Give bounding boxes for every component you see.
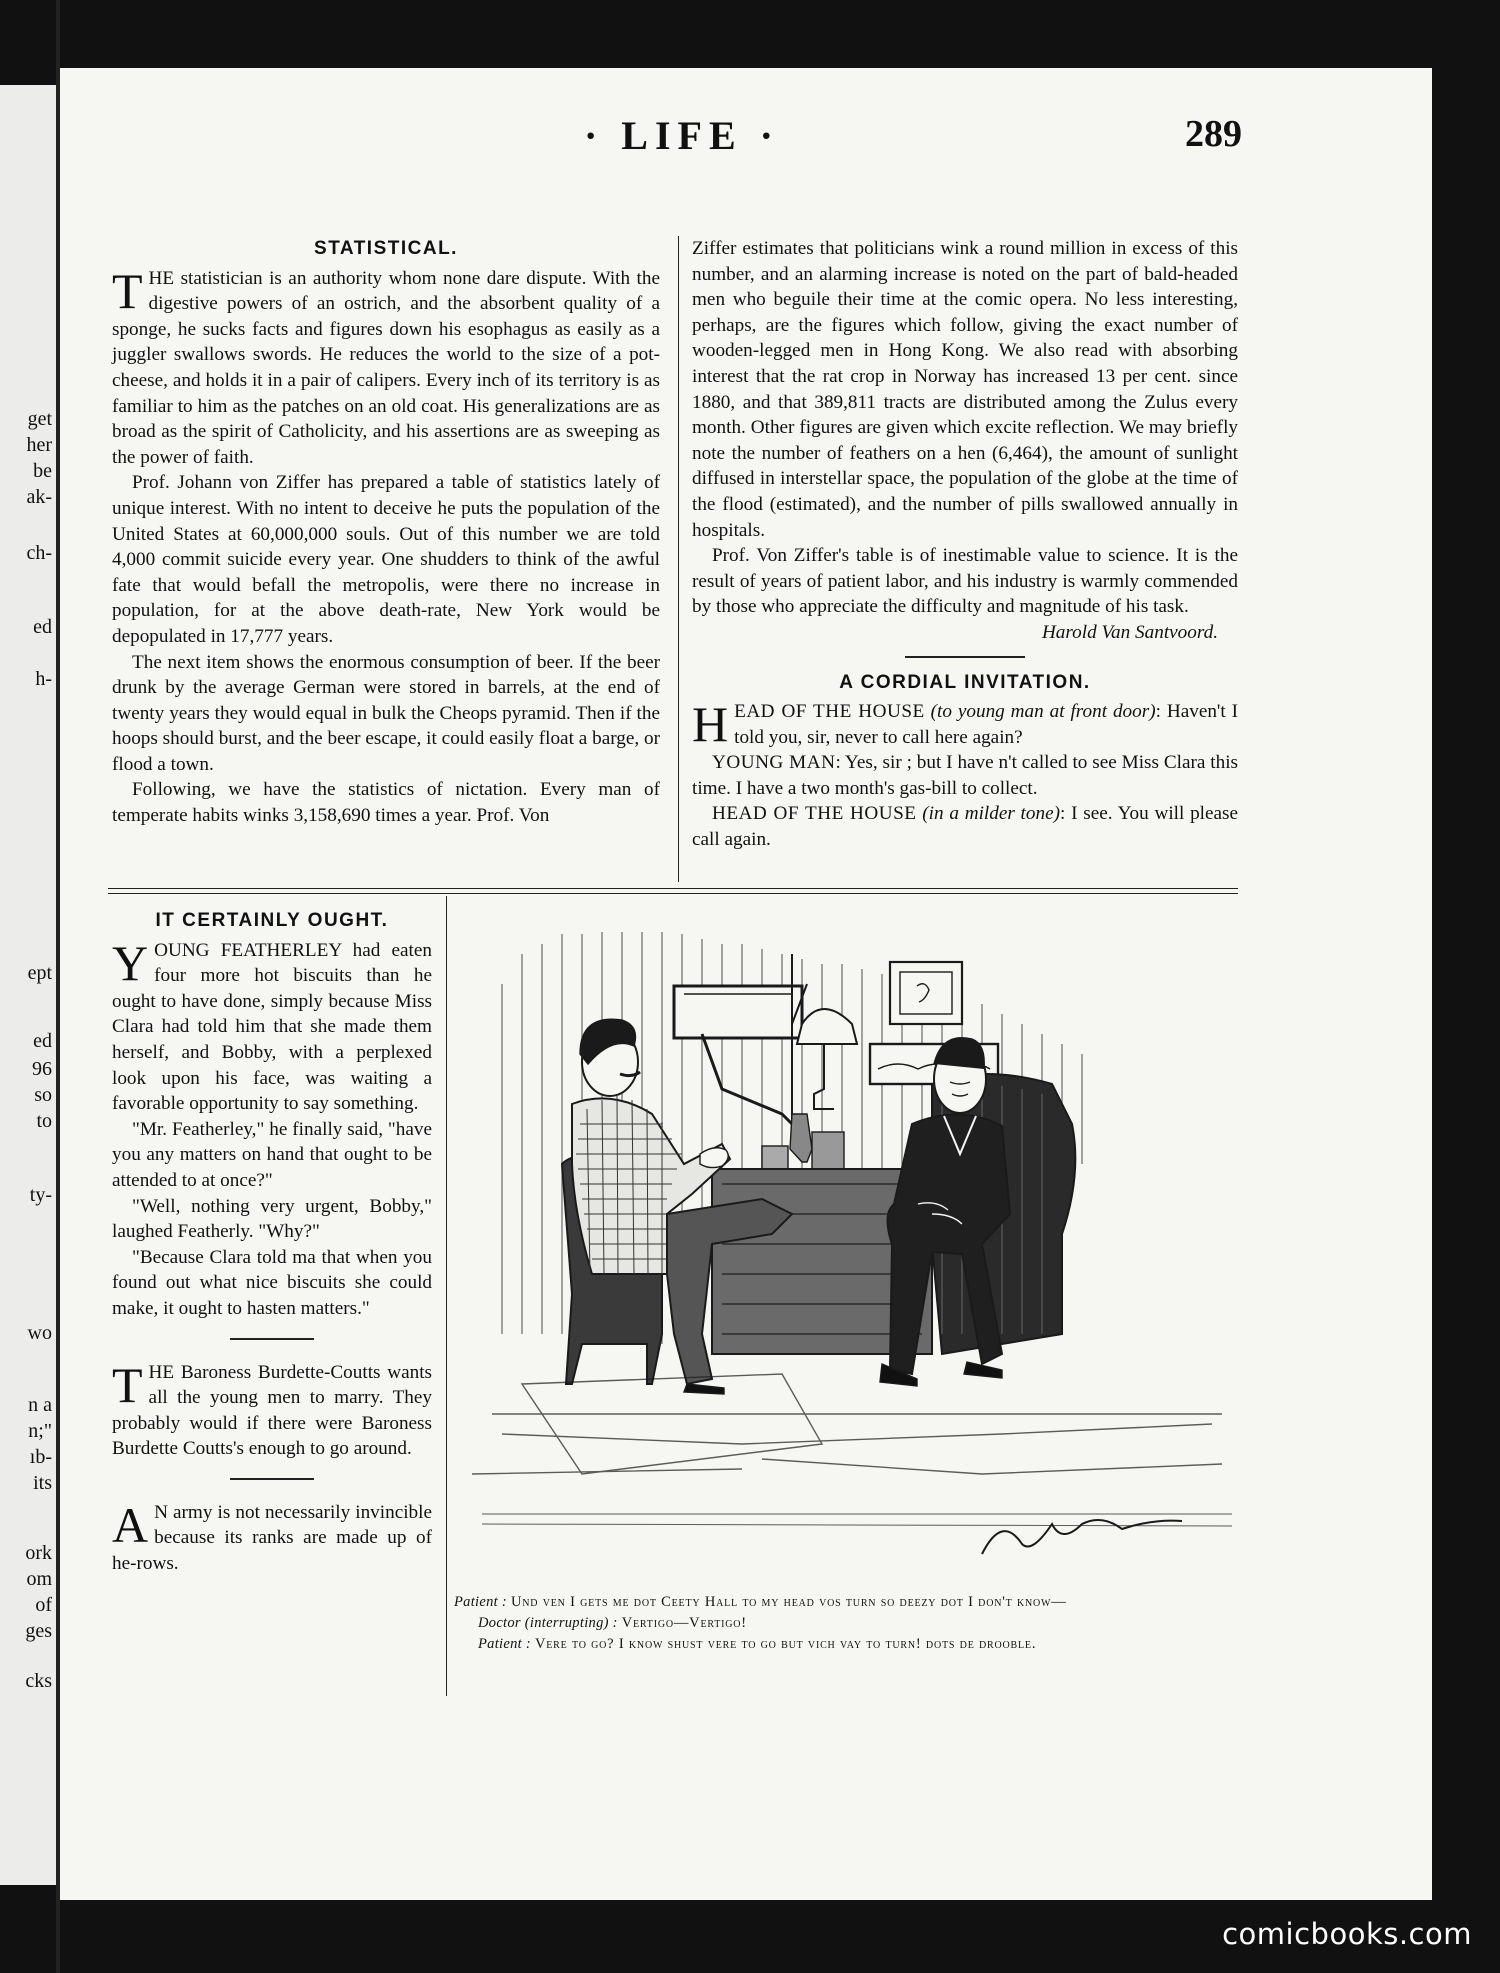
previous-page-text-fragment: of	[35, 1594, 52, 1616]
cartoon-illustration	[462, 914, 1242, 1594]
section-divider-top	[108, 888, 1238, 889]
previous-page-text-fragment: wo	[27, 1322, 52, 1344]
column-divider-lower	[446, 896, 447, 1696]
statistical-paragraph-6	[692, 543, 1238, 643]
lamp-shade	[797, 1009, 857, 1044]
caption-speaker: Patient :	[454, 1594, 508, 1610]
previous-page-text-fragment: 96	[32, 1058, 52, 1080]
statistical-paragraph-1	[112, 262, 660, 471]
baroness-paragraph	[112, 1356, 432, 1462]
caption-line-2	[454, 1613, 1246, 1634]
previous-page-text-fragment: om	[26, 1568, 52, 1590]
previous-page-text-fragment: ork	[25, 1542, 52, 1564]
previous-page-text-fragment: its	[33, 1472, 52, 1494]
watermark: comicbooks.com	[1222, 1917, 1472, 1951]
article-heading-statistical: STATISTICAL.	[314, 238, 458, 259]
magazine-title: · LIFE ·	[583, 113, 781, 158]
page-header	[512, 112, 1242, 162]
paragraph-text: OUNG FEATHERLEY had eaten four more hot biscuits than he ought to have done, simply because Miss Clara had told him that she made them herself, and Bobby, with a perplexed look upon his face, was waiting a favorable opportunity to say something.	[112, 939, 432, 1115]
stage-direction: (to young man at front door)	[930, 701, 1156, 723]
article-heading-cordial: A CORDIAL INVITATION.	[839, 671, 1091, 693]
section-rule	[230, 1478, 314, 1480]
caption-speaker: Doctor (interrupting) :	[478, 1615, 618, 1631]
ought-paragraph-1	[112, 934, 432, 1117]
cordial-line-2	[692, 750, 1238, 801]
dialogue: : Yes, sir ; but I have n't called to see Miss Clara this time. I have a two month's gas-bill to collect.	[692, 752, 1238, 799]
previous-page-edge	[0, 85, 56, 1885]
statistical-column-2	[692, 236, 1238, 853]
previous-page-text-fragment: cks	[25, 1670, 52, 1692]
previous-page-text-fragment: her	[26, 434, 52, 456]
statistical-paragraph-3: The next item shows the enormous consumption of beer. If the beer drunk by the average German were stored in barrels, at the end of twenty years they would equal in bulk the Cheops pyramid. Then if the hoops should burst, and the beer escape, it could easily float a barge, or flood a town.	[112, 651, 660, 775]
previous-page-text-fragment: ıb-	[29, 1446, 52, 1468]
lower-left-column	[112, 908, 432, 1577]
dialogue: : I see. You will please call again.	[692, 803, 1239, 851]
cordial-line-1	[692, 696, 1239, 753]
statistical-paragraph-4: Following, we have the statistics of nictation. Every man of temperate habits winks 3,158,690 times a year. Prof. Von	[112, 779, 660, 827]
speaker: EAD OF THE HOUSE	[734, 701, 925, 723]
statistical-column-1	[112, 236, 660, 829]
illustration-caption	[454, 1592, 1246, 1655]
caption-text: Und ven I gets me dot Ceety Hall to my head vos turn so deezy dot I don't know—	[510, 1594, 1067, 1610]
previous-page-text-fragment: ed	[33, 616, 52, 638]
dropcap: T	[112, 262, 143, 319]
previous-page-text-fragment: ty-	[29, 1184, 52, 1206]
previous-page-text-fragment: ges	[25, 1620, 52, 1642]
speaker: HEAD OF THE HOUSE	[712, 803, 917, 825]
paragraph-text: HE Baroness Burdette-Coutts wants all the young men to marry. They probably would if there were Baroness Burdette Coutts's enough to go around.	[112, 1361, 432, 1460]
previous-page-text-fragment: h-	[35, 668, 52, 690]
previous-page-text-fragment: get	[27, 408, 52, 430]
statistical-paragraph-5: Ziffer estimates that politicians wink a round million in excess of this number, and an alarming increase is noted on the part of bald-headed men who beguile their time at the comic opera. No less interesting, perhaps, are the figures which follow, giving the exact number of wooden-legged men in Hong Kong. We also read with absorbing interest that the rat crop in Norway has increased 13 per cent. since 1880, and that 389,811 tracts are distributed among the Zulus every month. Other figures are given which excite reflection. We may briefly note the number of feathers on a hen (6,464), the amount of sunlight diffused in interstellar space, the population of the globe at the time of the flood (estimated), and the number of pills swallowed annually in hospitals.	[692, 238, 1238, 541]
page-number: 289	[1185, 113, 1242, 155]
previous-page-text-fragment: be	[33, 460, 52, 482]
speaker: YOUNG MAN	[712, 752, 836, 774]
floor	[472, 1374, 1232, 1526]
previous-page-text-fragment: n a	[28, 1394, 52, 1416]
stage-direction: (in a milder tone)	[922, 803, 1060, 825]
dropcap: A	[112, 1496, 149, 1553]
cordial-line-3	[692, 801, 1238, 852]
previous-page-text-fragment: to	[36, 1110, 52, 1132]
paragraph-text: HE statistician is an authority whom none dare dispute. With the digestive powers of an ostrich, and the absorbent quality of a sponge, he sucks facts and figures down his esophagus as easily as a juggler swallows swords. He reduces the world to the size of a pot-cheese, and holds it in a pair of calipers. Every inch of its territory is as familiar to him as the patches on an old coat. His generalizations are as broad as the spirit of Catholicity, and his assertions are as sweeping as the power of faith.	[112, 267, 660, 468]
statistical-paragraph-2: Prof. Johann von Ziffer has prepared a table of statistics lately of unique interest. With no intent to deceive he puts the population of the United States at 60,000,000 souls. Out of this number we are told 4,000 commit suicide every year. One shudders to think of the awful fate that would befall the metropolis, were there no increase in population, for at the above death-rate, New York would be depopulated in 17,777 years.	[112, 472, 660, 647]
ought-paragraph-3: "Well, nothing very urgent, Bobby," laughed Featherly. "Why?"	[112, 1195, 432, 1243]
caption-speaker: Patient :	[478, 1636, 532, 1652]
dropcap: T	[112, 1356, 143, 1413]
caption-line-1	[454, 1592, 1246, 1613]
previous-page-text-fragment: ch-	[26, 542, 52, 564]
paragraph-text: N army is not necessarily invincible because its ranks are made up of he-rows.	[112, 1501, 432, 1575]
section-divider-bottom	[108, 893, 1238, 894]
section-rule	[905, 656, 1025, 658]
section-rule	[230, 1338, 314, 1340]
article-heading-ought: IT CERTAINLY OUGHT.	[155, 910, 389, 931]
paragraph-text: Prof. Von Ziffer's table is of inestimable value to science. It is the result of years of patient labor, and his industry is warmly commended by those who appreciate the difficulty and magnitude of his task.	[692, 545, 1238, 618]
caption-line-3	[454, 1634, 1246, 1655]
previous-page-text-fragment: ak-	[26, 486, 52, 508]
caption-text: Vere to go? I know shust vere to go but vich vay to turn! dots de drooble.	[534, 1636, 1037, 1652]
ought-paragraph-2: "Mr. Featherley," he finally said, "have you any matters on hand that ought to be attended to at once?"	[112, 1118, 432, 1191]
caption-text: Vertigo—Vertigo!	[621, 1615, 747, 1631]
ought-paragraph-4: "Because Clara told ma that when you found out what nice biscuits she could make, it ought to hasten matters."	[112, 1246, 432, 1319]
author-signature: Harold Van Santvoord.	[1041, 621, 1218, 643]
previous-page-text-fragment: ed	[33, 1030, 52, 1052]
army-paragraph	[112, 1496, 432, 1577]
previous-page-text-fragment: ept	[27, 962, 52, 984]
wall-picture-frame	[890, 962, 962, 1024]
dropcap: H	[692, 696, 729, 753]
previous-page-text-fragment: n;"	[28, 1420, 52, 1442]
previous-page-text-fragment: so	[34, 1084, 52, 1106]
column-divider	[678, 236, 679, 882]
dialogue: : Haven't I told you, sir, never to call here again?	[734, 701, 1239, 748]
dropcap: Y	[112, 934, 149, 991]
